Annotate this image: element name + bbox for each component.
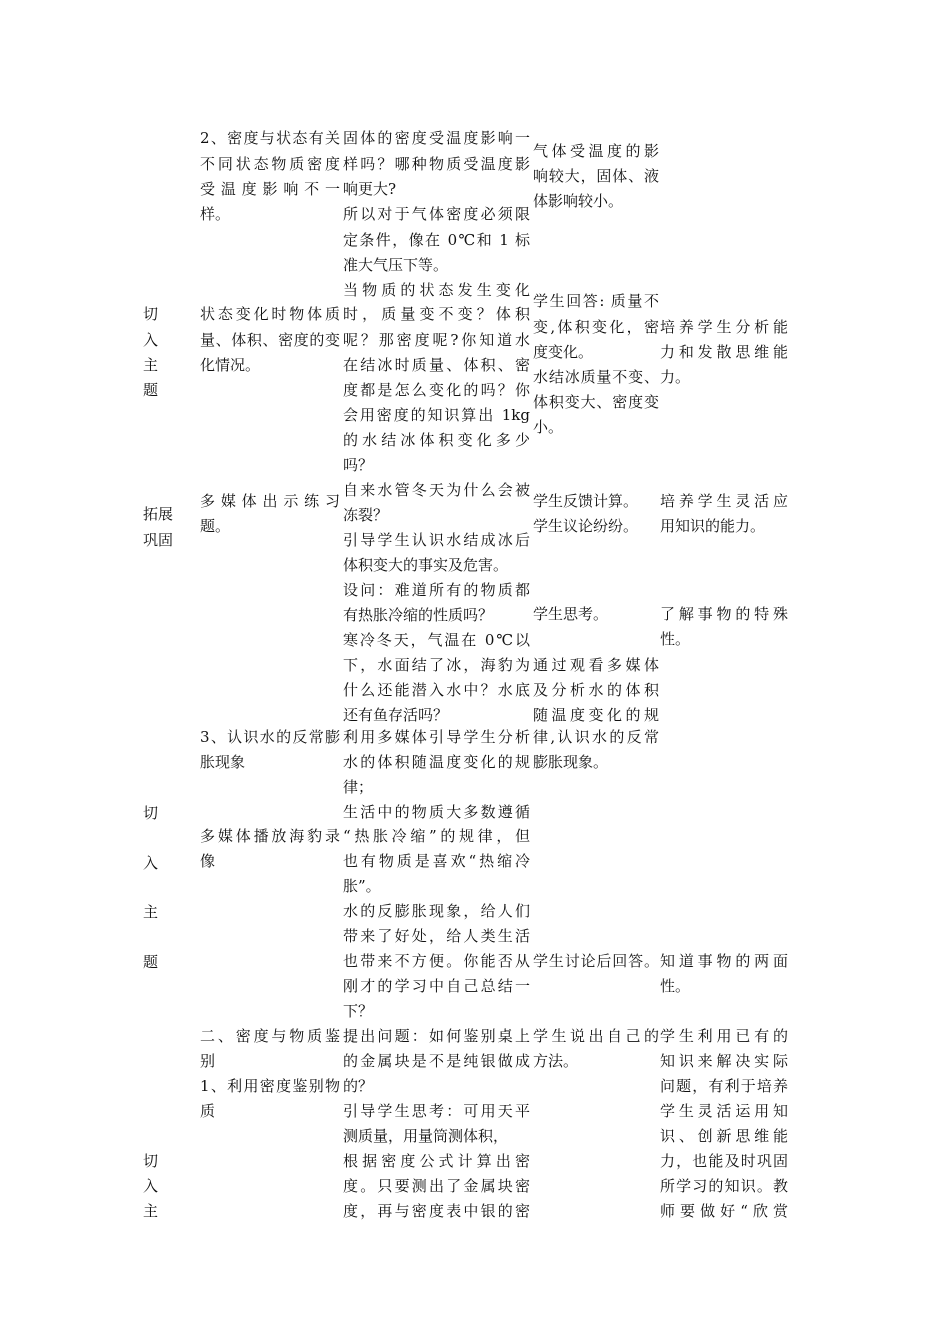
text-line: 当物质的状态发生变化 — [343, 281, 530, 299]
text-line: 响较大，固体、液 — [533, 167, 659, 185]
text-line: 所以对于气体密度必须限 — [343, 205, 530, 223]
text-line: 用知识的能力。 — [660, 517, 766, 535]
text-line: 多媒体播放海豹录 — [200, 827, 340, 845]
text-line: 也带来不方便。你能否从 — [343, 952, 530, 970]
text-line: 度。只要测出了金属块密 — [343, 1177, 530, 1195]
text-line: 吗？ — [343, 456, 374, 474]
text-line: 识、创新思维能 — [660, 1127, 788, 1145]
text-line: 状态变化时物体质 — [200, 305, 340, 323]
text-line: 还有鱼存活吗？ — [343, 706, 449, 724]
text-line: 性。 — [660, 977, 691, 995]
text-line: 受温度影响不一 — [200, 180, 340, 198]
text-line: 刚才的学习中自己总结一 — [343, 977, 530, 995]
text-line: 准大气压下等。 — [343, 256, 449, 274]
text-line: 学生回答: 质量不 — [533, 292, 659, 310]
text-line: 方法。 — [533, 1052, 579, 1070]
text-line: 主 — [143, 1202, 159, 1220]
text-line: 力。 — [660, 368, 691, 386]
text-line: 学生讨论后回答。 — [533, 952, 659, 970]
text-line: 主 — [143, 903, 159, 921]
text-line: 变,体积变化，密 — [533, 318, 659, 336]
text-line: 小。 — [533, 418, 564, 436]
text-line: 多媒体出示练习 — [200, 492, 340, 510]
text-line: 引导学生思考：可用天平 — [343, 1102, 530, 1120]
text-line: 题 — [143, 953, 159, 971]
text-line: 入 — [143, 1177, 159, 1195]
text-line: 学生利用已有的 — [660, 1027, 788, 1045]
text-line: 呢？那密度呢?你知道水 — [343, 331, 530, 349]
text-line: 培养学生灵活应 — [660, 492, 788, 510]
text-line: 时，质量变不变？体积 — [343, 305, 530, 323]
text-line: 冻裂？ — [343, 506, 389, 524]
text-line: 质 — [200, 1102, 216, 1120]
text-line: 学生议论纷纷。 — [533, 517, 639, 535]
text-line: 根据密度公式计算出密 — [343, 1152, 530, 1170]
text-line: 不同状态物质密度 — [200, 155, 340, 173]
text-line: 像 — [200, 852, 216, 870]
text-line: 下？ — [343, 1002, 374, 1020]
text-line: 学生灵活运用知 — [660, 1102, 788, 1120]
text-line: 入 — [143, 331, 159, 349]
text-line: “热胀冷缩”的规律，但 — [343, 827, 530, 845]
text-line: 水结冰质量不变、 — [533, 368, 659, 386]
text-line: 随温度变化的规 — [533, 706, 659, 724]
text-line: 的？ — [343, 1077, 374, 1095]
text-line: 会用密度的知识算出 1kg — [343, 406, 530, 424]
text-line: 通过观看多媒体 — [533, 656, 659, 674]
text-line: 提出问题：如何鉴别桌上 — [343, 1027, 530, 1045]
text-line: 学生说出自己的 — [533, 1027, 659, 1045]
text-line: 体积变大的事实及危害。 — [343, 556, 509, 574]
text-line: 律； — [343, 778, 374, 796]
text-line: 量、体积、密度的变 — [200, 331, 340, 349]
text-line: 胀”。 — [343, 877, 381, 895]
text-line: 知道事物的两面 — [660, 952, 788, 970]
text-line: 学生思考。 — [533, 605, 609, 623]
text-line: 也有物质是喜欢“热缩冷 — [343, 852, 530, 870]
text-line: 寒冷冬天，气温在 0℃以 — [343, 631, 530, 649]
text-line: 3、认识水的反常膨 — [200, 728, 340, 746]
text-line: 知识来解决实际 — [660, 1052, 788, 1070]
text-line: 1、利用密度鉴别物 — [200, 1077, 340, 1095]
text-line: 在结冰时质量、体积、密 — [343, 356, 530, 374]
text-line: 带来了好处，给人类生活 — [343, 927, 530, 945]
text-line: 巩固 — [143, 531, 174, 549]
text-line: 定条件，像在 0℃和 1 标 — [343, 231, 530, 249]
text-line: 主 — [143, 356, 159, 374]
text-line: 膨胀现象。 — [533, 753, 609, 771]
text-line: 有热胀冷缩的性质吗？ — [343, 606, 494, 624]
text-line: 题 — [143, 381, 159, 399]
text-line: 2、密度与状态有关 — [200, 129, 340, 147]
text-line: 样。 — [200, 205, 231, 223]
text-line: 师要做好“欣赏 — [660, 1202, 788, 1220]
text-line: 自来水管冬天为什么会被 — [343, 481, 530, 499]
text-line: 切 — [143, 305, 159, 323]
text-line: 引导学生认识水结成冰后 — [343, 531, 530, 549]
text-line: 度都是怎么变化的吗？你 — [343, 381, 530, 399]
text-line: 设问：难道所有的物质都 — [343, 581, 530, 599]
text-line: 体积变大、密度变 — [533, 393, 659, 411]
text-line: 利用多媒体引导学生分析 — [343, 728, 530, 746]
text-line: 什么还能潜入水中？水底 — [343, 681, 530, 699]
text-line: 题。 — [200, 517, 231, 535]
text-line: 度，再与密度表中银的密 — [343, 1202, 530, 1220]
text-line: 下，水面结了冰，海豹为 — [343, 656, 530, 674]
text-line: 力和发散思维能 — [660, 343, 788, 361]
text-line: 切 — [143, 1152, 159, 1170]
text-line: 气体受温度的影 — [533, 142, 659, 160]
text-line: 二、密度与物质鉴 — [200, 1027, 340, 1045]
text-line: 体影响较小。 — [533, 192, 624, 210]
text-line: 水的体积随温度变化的规 — [343, 753, 530, 771]
text-line: 问题，有利于培养 — [660, 1077, 788, 1095]
text-line: 别 — [200, 1052, 216, 1070]
text-line: 拓展 — [143, 505, 174, 523]
text-line: 度变化。 — [533, 343, 594, 361]
text-line: 性。 — [660, 630, 691, 648]
text-line: 律,认识水的反常 — [533, 728, 659, 746]
text-line: 固体的密度受温度影响一 — [343, 129, 530, 147]
text-line: 入 — [143, 854, 159, 872]
text-line: 生活中的物质大多数遵循 — [343, 803, 530, 821]
text-line: 化情况。 — [200, 356, 261, 374]
text-line: 的金属块是不是纯银做成 — [343, 1052, 530, 1070]
text-line: 响更大? — [343, 180, 397, 198]
text-line: 样吗？哪种物质受温度影 — [343, 155, 530, 173]
text-line: 切 — [143, 804, 159, 822]
text-line: 及分析水的体积 — [533, 681, 659, 699]
text-line: 所学习的知识。教 — [660, 1177, 788, 1195]
text-line: 水的反膨胀现象，给人们 — [343, 902, 530, 920]
text-line: 的水结冰体积变化多少 — [343, 431, 530, 449]
text-line: 了解事物的特殊 — [660, 605, 788, 623]
text-line: 学生反馈计算。 — [533, 492, 639, 510]
text-line: 培养学生分析能 — [660, 318, 788, 336]
text-line: 力，也能及时巩固 — [660, 1152, 788, 1170]
text-line: 测质量，用量筒测体积， — [343, 1127, 509, 1145]
text-line: 胀现象 — [200, 753, 246, 771]
